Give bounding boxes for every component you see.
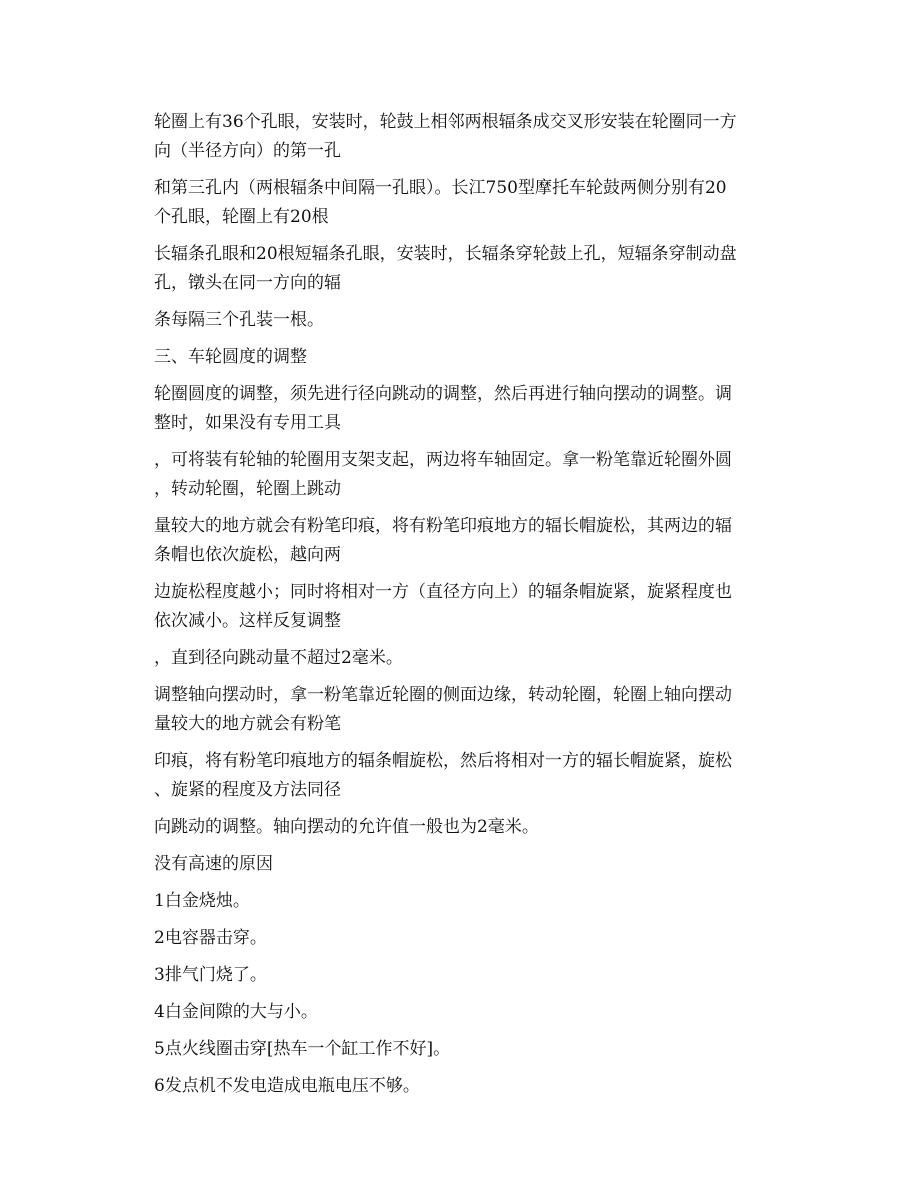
text-line: 长辐条孔眼和20根短辐条孔眼，安装时，长辐条穿轮鼓上孔，短辐条穿制动盘 bbox=[154, 244, 737, 264]
paragraph bbox=[154, 174, 774, 232]
text-line: 4白金间隙的大与小。 bbox=[154, 1002, 318, 1022]
text-line: 量较大的地方就会有粉笔印痕，将有粉笔印痕地方的辐长帽旋松，其两边的辐 bbox=[154, 516, 732, 536]
paragraph bbox=[154, 380, 774, 438]
text-line: 2电容器击穿。 bbox=[154, 928, 267, 948]
paragraph bbox=[154, 644, 774, 673]
paragraph bbox=[154, 578, 774, 636]
text-line: 和第三孔内（两根辐条中间隔一孔眼）。长江750型摩托车轮鼓两侧分别有20 bbox=[154, 178, 727, 198]
text-line: 向跳动的调整。轴向摆动的允许值一般也为2毫米。 bbox=[154, 817, 539, 837]
paragraph bbox=[154, 108, 774, 166]
text-line: 没有高速的原因 bbox=[154, 854, 273, 874]
text-line: 3排气门烧了。 bbox=[154, 965, 267, 985]
text-line: 、旋紧的程度及方法同径 bbox=[154, 780, 341, 800]
paragraph bbox=[154, 813, 774, 842]
text-line: 调整轴向摆动时，拿一粉笔靠近轮圈的侧面边缘，转动轮圈，轮圈上轴向摆动 bbox=[154, 685, 732, 705]
text-line: 1白金烧烛。 bbox=[154, 891, 250, 911]
text-line: 6发点机不发电造成电瓶电压不够。 bbox=[154, 1076, 420, 1096]
list-item bbox=[154, 1035, 774, 1064]
list-item bbox=[154, 924, 774, 953]
paragraph bbox=[154, 446, 774, 504]
text-line: 边旋松程度越小；同时将相对一方（直径方向上）的辐条帽旋紧，旋紧程度也 bbox=[154, 582, 732, 602]
list-item bbox=[154, 1072, 774, 1101]
list-item bbox=[154, 887, 774, 916]
list-item bbox=[154, 961, 774, 990]
list-item bbox=[154, 998, 774, 1027]
text-line: 轮圈上有36个孔眼，安装时，轮鼓上相邻两根辐条成交叉形安装在轮圈同一方 bbox=[154, 112, 737, 132]
text-line: 量较大的地方就会有粉笔 bbox=[154, 714, 341, 734]
paragraph bbox=[154, 681, 774, 739]
paragraph bbox=[154, 747, 774, 805]
text-line: ，可将装有轮轴的轮圈用支架支起，两边将车轴固定。拿一粉笔靠近轮圈外圆 bbox=[154, 450, 732, 470]
paragraph bbox=[154, 240, 774, 298]
text-line: 轮圈圆度的调整，须先进行径向跳动的调整，然后再进行轴向摆动的调整。调 bbox=[154, 384, 732, 404]
section-heading bbox=[154, 343, 774, 372]
text-line: 向（半径方向）的第一孔 bbox=[154, 141, 341, 161]
paragraph bbox=[154, 306, 774, 335]
text-line: ，直到径向跳动量不超过2毫米。 bbox=[154, 648, 403, 668]
text-line: 个孔眼，轮圈上有20根 bbox=[154, 207, 329, 227]
section-heading bbox=[154, 850, 774, 879]
text-line: 条帽也依次旋松，越向两 bbox=[154, 545, 341, 565]
text-line: 整时，如果没有专用工具 bbox=[154, 413, 341, 433]
text-line: 条每隔三个孔装一根。 bbox=[154, 310, 324, 330]
text-line: 三、车轮圆度的调整 bbox=[154, 347, 307, 367]
text-line: 依次减小。这样反复调整 bbox=[154, 611, 341, 631]
text-line: ，转动轮圈，轮圈上跳动 bbox=[154, 479, 341, 499]
paragraph bbox=[154, 512, 774, 570]
text-line: 孔，镦头在同一方向的辐 bbox=[154, 273, 341, 293]
text-line: 5点火线圈击穿[热车一个缸工作不好]。 bbox=[154, 1039, 451, 1059]
document-body bbox=[154, 108, 774, 1101]
text-line: 印痕，将有粉笔印痕地方的辐条帽旋松，然后将相对一方的辐长帽旋紧，旋松 bbox=[154, 751, 732, 771]
